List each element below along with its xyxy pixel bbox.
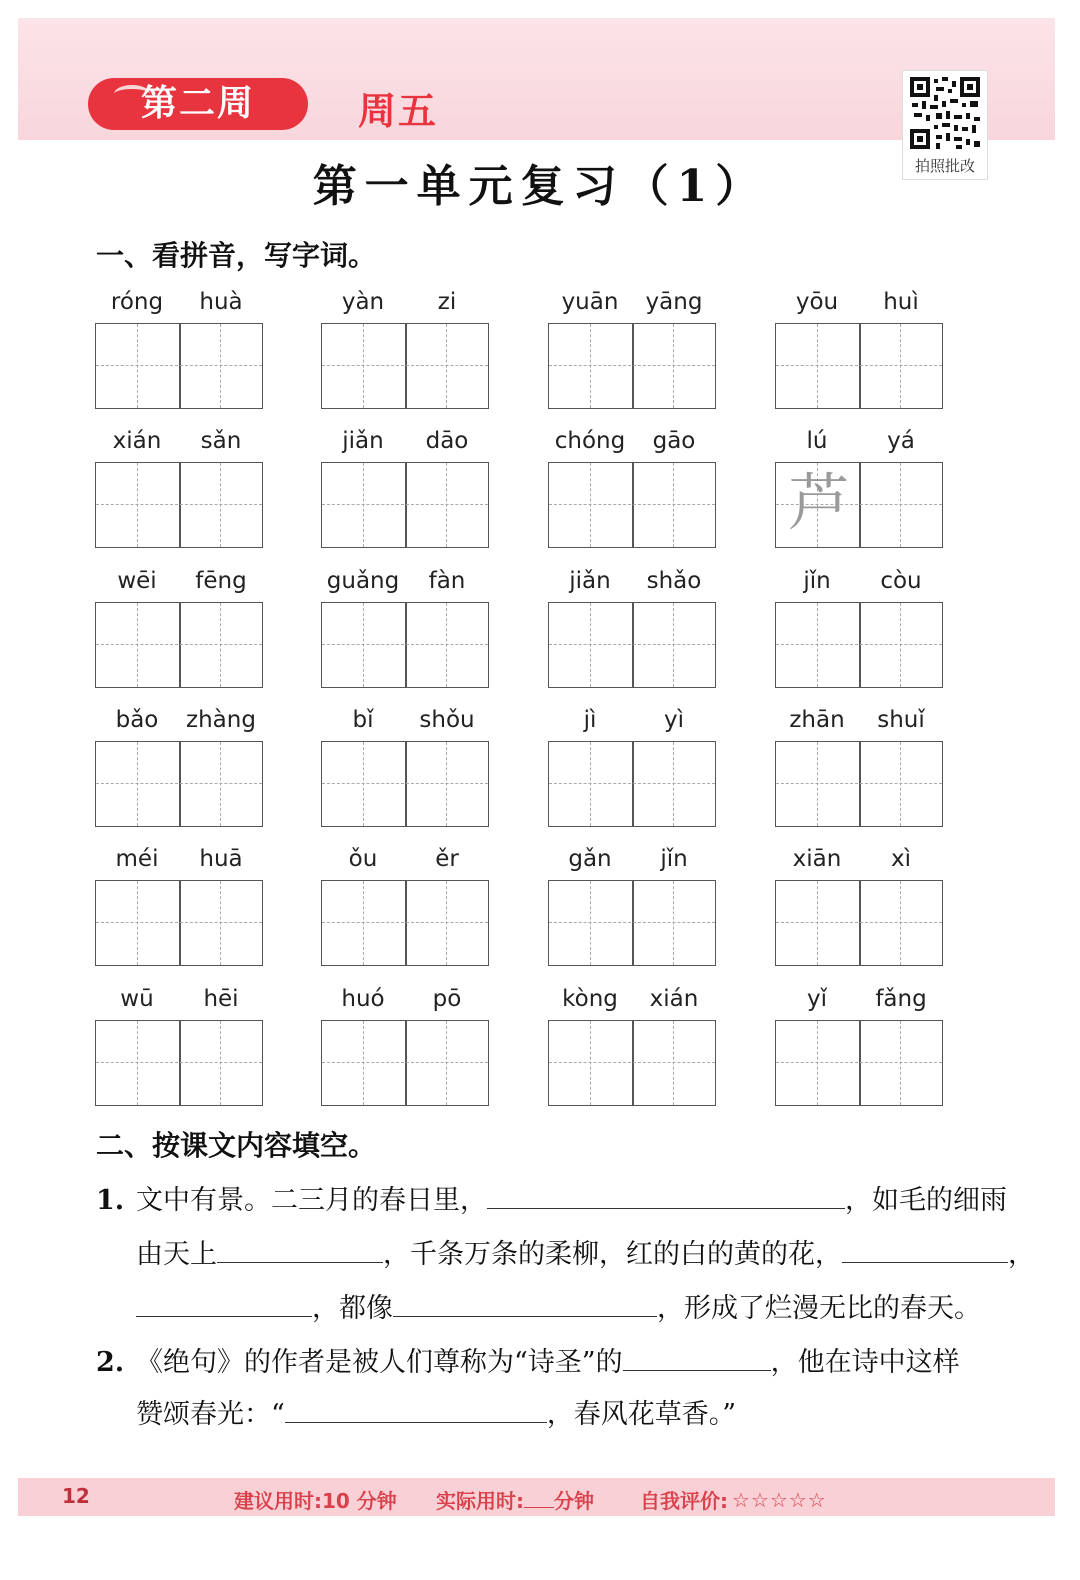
cell-guide-line xyxy=(673,324,674,408)
pinyin-2: shǎo xyxy=(646,568,702,594)
suggested-time: 建议用时:10 分钟 xyxy=(234,1489,397,1513)
qr-code-icon xyxy=(908,75,982,151)
actual-time-label: 实际用时: xyxy=(436,1489,524,1513)
q1-blank-1[interactable] xyxy=(487,1188,845,1209)
q1-text-b: ，如毛的细雨 xyxy=(845,1185,1007,1216)
cell-guide-line xyxy=(859,324,861,408)
section2-heading: 二、按课文内容填空。 xyxy=(96,1129,377,1162)
cell-guide-line xyxy=(96,504,262,505)
cell-guide-line xyxy=(900,463,901,547)
cell-guide-line xyxy=(446,463,447,547)
pinyin-1: jì xyxy=(583,707,597,733)
cell-guide-line xyxy=(632,742,634,826)
word-item xyxy=(321,986,489,1106)
cell-guide-line xyxy=(322,504,488,505)
cell-guide-line xyxy=(859,881,861,965)
cell-guide-line xyxy=(632,1021,634,1105)
pinyin-2: sǎn xyxy=(200,428,242,454)
writing-cells[interactable] xyxy=(321,462,489,548)
pinyin-1: yōu xyxy=(795,289,839,315)
cell-guide-line xyxy=(900,1021,901,1105)
pinyin-2: gāo xyxy=(652,428,696,454)
pinyin-2: huà xyxy=(199,289,243,315)
cell-guide-line xyxy=(549,922,715,923)
writing-cells[interactable] xyxy=(775,1020,943,1106)
word-item xyxy=(321,707,489,827)
cell-guide-line xyxy=(96,922,262,923)
q2-blank-2[interactable] xyxy=(285,1402,547,1423)
self-eval-label: 自我评价: xyxy=(640,1489,728,1513)
pinyin-1: róng xyxy=(110,289,164,315)
cell-guide-line xyxy=(322,365,488,366)
writing-cells[interactable] xyxy=(548,462,716,548)
pinyin-2: yì xyxy=(663,707,684,733)
cell-guide-line xyxy=(220,463,221,547)
cell-guide-line xyxy=(179,881,181,965)
pinyin-1: yuān xyxy=(561,289,619,315)
page-title: 第一单元复习（1） xyxy=(312,161,768,212)
cell-guide-line xyxy=(776,1062,942,1063)
actual-time-unit: 分钟 xyxy=(554,1489,594,1513)
cell-guide-line xyxy=(673,1021,674,1105)
page-number: 12 xyxy=(62,1484,90,1508)
cell-guide-line xyxy=(179,742,181,826)
cell-guide-line xyxy=(446,1021,447,1105)
writing-cells[interactable] xyxy=(95,323,263,409)
cell-guide-line xyxy=(405,463,407,547)
writing-cells[interactable] xyxy=(95,741,263,827)
writing-cells[interactable] xyxy=(548,323,716,409)
pinyin-2: fǎng xyxy=(875,986,927,1012)
q1-line1 xyxy=(96,1178,1007,1217)
cell-guide-line xyxy=(405,742,407,826)
cell-guide-line xyxy=(590,881,591,965)
cell-guide-line xyxy=(632,603,634,687)
q2-text-a: 《绝句》的作者是被人们尊称为“诗圣”的 xyxy=(136,1347,623,1378)
cell-guide-line xyxy=(322,783,488,784)
word-item xyxy=(548,986,716,1106)
cell-guide-line xyxy=(900,881,901,965)
cell-guide-line xyxy=(220,1021,221,1105)
word-item xyxy=(775,568,943,688)
writing-cells[interactable] xyxy=(321,1020,489,1106)
word-item xyxy=(95,568,263,688)
writing-cells[interactable] xyxy=(548,880,716,966)
q2-text-b: ，他在诗中这样 xyxy=(770,1347,960,1378)
word-item xyxy=(548,289,716,409)
cell-guide-line xyxy=(673,881,674,965)
pinyin-1: méi xyxy=(115,846,159,872)
cell-guide-line xyxy=(900,603,901,687)
cell-guide-line xyxy=(137,324,138,408)
pinyin-1: ǒu xyxy=(348,846,378,872)
writing-cells[interactable] xyxy=(775,323,943,409)
pinyin-2: còu xyxy=(880,568,922,594)
pinyin-2: xián xyxy=(649,986,699,1012)
pinyin-1: lú xyxy=(806,428,828,454)
cell-guide-line xyxy=(817,603,818,687)
pinyin-1: wū xyxy=(120,986,154,1012)
pinyin-2: fēng xyxy=(195,568,247,594)
pinyin-1: yǐ xyxy=(806,986,827,1012)
word-item xyxy=(775,707,943,827)
word-item xyxy=(321,568,489,688)
pinyin-2: huā xyxy=(199,846,243,872)
cell-guide-line xyxy=(549,783,715,784)
writing-cells[interactable] xyxy=(775,741,943,827)
cell-guide-line xyxy=(179,1021,181,1105)
q2-blank-1[interactable] xyxy=(623,1350,771,1371)
pinyin-1: zhān xyxy=(789,707,845,733)
cell-guide-line xyxy=(137,603,138,687)
cell-guide-line xyxy=(179,463,181,547)
writing-cells[interactable] xyxy=(548,741,716,827)
pinyin-1: guǎng xyxy=(326,568,400,594)
word-item xyxy=(321,428,489,548)
q1-line3 xyxy=(136,1286,981,1325)
cell-guide-line xyxy=(179,324,181,408)
cell-guide-line xyxy=(632,463,634,547)
word-item xyxy=(548,428,716,548)
q1-blank-4[interactable] xyxy=(136,1296,312,1317)
q1-text-f: ，都像 xyxy=(312,1293,393,1324)
cell-guide-line xyxy=(590,463,591,547)
q2-text-d: ，春风花草香。” xyxy=(546,1399,737,1430)
cell-guide-line xyxy=(549,1062,715,1063)
cell-guide-line xyxy=(859,463,861,547)
example-character: 芦 xyxy=(787,466,850,539)
pinyin-2: zi xyxy=(437,289,457,315)
cell-guide-line xyxy=(220,603,221,687)
cell-guide-line xyxy=(549,365,715,366)
word-item xyxy=(775,428,943,548)
writing-cells[interactable] xyxy=(95,880,263,966)
star-icon[interactable]: ☆ xyxy=(788,1488,807,1512)
pinyin-2: shǒu xyxy=(419,707,475,733)
cell-guide-line xyxy=(363,603,364,687)
q1-text-d: ，千条万条的柔柳，红的白的黄的花， xyxy=(383,1239,842,1270)
pinyin-2: fàn xyxy=(428,568,466,594)
cell-guide-line xyxy=(137,463,138,547)
cell-guide-line xyxy=(817,881,818,965)
word-item xyxy=(321,289,489,409)
word-item xyxy=(95,289,263,409)
cell-guide-line xyxy=(363,1021,364,1105)
word-item xyxy=(775,289,943,409)
cell-guide-line xyxy=(632,881,634,965)
q1-text-e: ， xyxy=(1008,1239,1035,1270)
pinyin-2: dāo xyxy=(425,428,469,454)
cell-guide-line xyxy=(549,644,715,645)
cell-guide-line xyxy=(817,742,818,826)
pinyin-1: xián xyxy=(112,428,162,454)
star-icon[interactable]: ☆ xyxy=(732,1488,750,1512)
cell-guide-line xyxy=(859,742,861,826)
pinyin-1: huó xyxy=(341,986,385,1012)
pinyin-2: pō xyxy=(432,986,462,1012)
cell-guide-line xyxy=(590,324,591,408)
cell-guide-line xyxy=(446,881,447,965)
cell-guide-line xyxy=(673,603,674,687)
pinyin-2: zhàng xyxy=(186,707,256,733)
cell-guide-line xyxy=(817,1021,818,1105)
pinyin-1: bǎo xyxy=(115,707,159,733)
qr-label: 拍照批改 xyxy=(914,157,975,175)
pinyin-2: jǐn xyxy=(660,846,688,872)
cell-guide-line xyxy=(900,324,901,408)
cell-guide-line xyxy=(859,603,861,687)
cell-guide-line xyxy=(363,324,364,408)
q1-line2 xyxy=(136,1232,1035,1271)
cell-guide-line xyxy=(776,644,942,645)
word-item xyxy=(95,846,263,966)
writing-cells[interactable] xyxy=(321,741,489,827)
cell-guide-line xyxy=(405,881,407,965)
q1-blank-5[interactable] xyxy=(393,1296,657,1317)
cell-guide-line xyxy=(549,504,715,505)
cell-guide-line xyxy=(322,644,488,645)
star-icon[interactable]: ☆ xyxy=(750,1488,769,1512)
star-icon[interactable]: ☆ xyxy=(807,1488,826,1512)
cell-guide-line xyxy=(776,922,942,923)
word-item xyxy=(548,568,716,688)
pinyin-2: xì xyxy=(890,846,911,872)
self-eval-stars xyxy=(732,1488,827,1512)
word-item xyxy=(95,707,263,827)
cell-guide-line xyxy=(96,783,262,784)
pinyin-2: shuǐ xyxy=(877,707,925,733)
word-item xyxy=(95,428,263,548)
q2-line2 xyxy=(136,1392,736,1431)
cell-guide-line xyxy=(179,603,181,687)
q2-number: 2. xyxy=(96,1347,125,1378)
cell-guide-line xyxy=(220,881,221,965)
cell-guide-line xyxy=(96,1062,262,1063)
cell-guide-line xyxy=(220,324,221,408)
pinyin-1: jiǎn xyxy=(342,428,384,454)
writing-cells[interactable] xyxy=(775,880,943,966)
pinyin-1: bǐ xyxy=(352,707,374,733)
cell-guide-line xyxy=(590,742,591,826)
cell-guide-line xyxy=(322,922,488,923)
cell-guide-line xyxy=(446,742,447,826)
cell-guide-line xyxy=(590,603,591,687)
cell-guide-line xyxy=(446,324,447,408)
writing-cells[interactable] xyxy=(548,602,716,688)
cell-guide-line xyxy=(363,742,364,826)
word-item xyxy=(548,707,716,827)
q1-text-g: ，形成了烂漫无比的春天。 xyxy=(657,1293,981,1324)
pinyin-2: yāng xyxy=(645,289,703,315)
q2-text-c: 赞颂春光：“ xyxy=(136,1399,285,1430)
cell-guide-line xyxy=(96,644,262,645)
q1-text-c: 由天上 xyxy=(136,1239,217,1270)
writing-cells[interactable] xyxy=(321,880,489,966)
writing-cells[interactable] xyxy=(95,462,263,548)
cell-guide-line xyxy=(405,324,407,408)
pinyin-1: xiān xyxy=(792,846,842,872)
cell-guide-line xyxy=(96,365,262,366)
q1-number: 1. xyxy=(96,1185,125,1216)
day-label: 周五 xyxy=(358,89,439,133)
cell-guide-line xyxy=(859,1021,861,1105)
word-item xyxy=(548,846,716,966)
writing-cells[interactable] xyxy=(321,323,489,409)
cell-guide-line xyxy=(363,881,364,965)
pinyin-2: huì xyxy=(883,289,919,315)
cell-guide-line xyxy=(405,603,407,687)
pinyin-2: hēi xyxy=(203,986,239,1012)
word-item xyxy=(321,846,489,966)
writing-cells[interactable] xyxy=(321,602,489,688)
q1-blank-2[interactable] xyxy=(217,1242,383,1263)
cell-guide-line xyxy=(446,603,447,687)
cell-guide-line xyxy=(776,783,942,784)
pinyin-1: gǎn xyxy=(568,846,612,872)
cell-guide-line xyxy=(673,742,674,826)
pinyin-1: yàn xyxy=(341,289,385,315)
pinyin-1: jiǎn xyxy=(569,568,611,594)
writing-cells[interactable] xyxy=(95,602,263,688)
cell-guide-line xyxy=(405,1021,407,1105)
writing-cells[interactable] xyxy=(775,462,943,548)
writing-cells[interactable] xyxy=(548,1020,716,1106)
word-item xyxy=(775,846,943,966)
cell-guide-line xyxy=(632,324,634,408)
cell-guide-line xyxy=(220,742,221,826)
cell-guide-line xyxy=(137,881,138,965)
week-badge: 第二周 xyxy=(88,78,308,130)
actual-time xyxy=(436,1485,594,1514)
writing-cells[interactable] xyxy=(775,602,943,688)
actual-time-blank[interactable] xyxy=(524,1491,554,1508)
q1-text-a: 文中有景。二三月的春日里， xyxy=(136,1185,487,1216)
star-icon[interactable]: ☆ xyxy=(769,1488,788,1512)
cell-guide-line xyxy=(137,742,138,826)
q2-line1 xyxy=(96,1340,960,1379)
q1-blank-3[interactable] xyxy=(842,1242,1008,1263)
cell-guide-line xyxy=(137,1021,138,1105)
cell-guide-line xyxy=(776,365,942,366)
pinyin-1: chóng xyxy=(554,428,626,454)
cell-guide-line xyxy=(590,1021,591,1105)
cell-guide-line xyxy=(900,742,901,826)
section1-heading: 一、看拼音，写字词。 xyxy=(96,239,377,272)
word-item xyxy=(775,986,943,1106)
writing-cells[interactable] xyxy=(95,1020,263,1106)
word-item xyxy=(95,986,263,1106)
cell-guide-line xyxy=(322,1062,488,1063)
cell-guide-line xyxy=(673,463,674,547)
pinyin-2: yá xyxy=(887,428,915,454)
cell-guide-line xyxy=(817,324,818,408)
cell-guide-line xyxy=(363,463,364,547)
pinyin-1: wēi xyxy=(117,568,157,594)
pinyin-1: kòng xyxy=(562,986,618,1012)
pinyin-2: ěr xyxy=(435,846,459,872)
pinyin-1: jǐn xyxy=(803,568,831,594)
